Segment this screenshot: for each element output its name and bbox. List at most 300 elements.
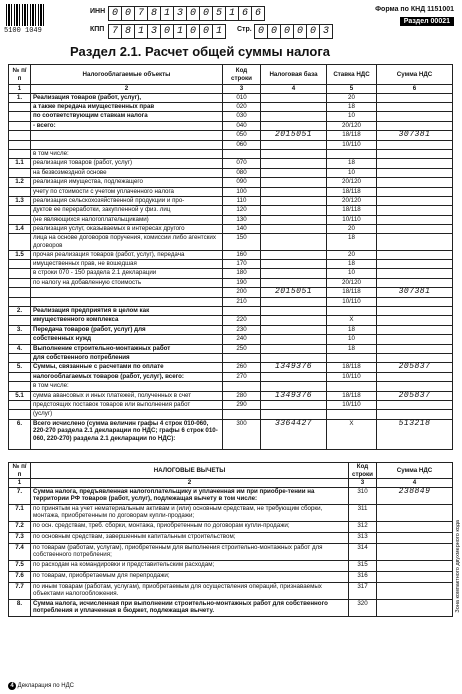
vat-sum-field[interactable]: [377, 560, 453, 571]
row-code: [223, 306, 261, 315]
row-description: дуктов ее переработки, закупленной у физ. лиц: [31, 206, 223, 215]
vat-rate: 18/118: [327, 363, 377, 372]
col-header-number: № п/п: [9, 65, 31, 85]
vat-rate: 18/118: [327, 288, 377, 297]
vat-sum-field[interactable]: [377, 400, 453, 409]
table-row: [9, 344, 453, 353]
row-code: 316: [349, 571, 377, 582]
table-row: [9, 571, 453, 582]
row-number: 5.: [9, 363, 31, 372]
tax-base-field[interactable]: [261, 149, 327, 158]
vat-sum-field[interactable]: 307381: [377, 288, 453, 297]
row-description: по налогу на добавленную стоимость: [31, 278, 223, 287]
table-row: [9, 335, 453, 344]
vat-rate: 20/120: [327, 196, 377, 205]
vat-sum-field[interactable]: [377, 102, 453, 111]
table-row: [9, 316, 453, 325]
row-description: по иным товарам (работам, услугам), приобретаемым для осуществления операций, признаваемых объектами налогообложения.: [31, 582, 349, 599]
table-row: [9, 382, 453, 391]
row-number: 1.3: [9, 196, 31, 205]
vat-sum-field[interactable]: [377, 372, 453, 381]
vat-rate: X: [327, 316, 377, 325]
table-row: [9, 178, 453, 187]
row-number: [9, 297, 31, 306]
tax-base-field[interactable]: [261, 93, 327, 102]
vat-sum-field[interactable]: [377, 532, 453, 543]
vat-sum-field[interactable]: [377, 112, 453, 121]
vat-sum-field[interactable]: 205837: [377, 391, 453, 400]
page-number: 4: [8, 682, 16, 690]
row-description: Всего исчислено (сумма величин графы 4 строк 010-060, 220-270 раздела 2.1 декларации по НДС; графы 6 строк 010-060, 220-270) раздела 2.1 декларации по НДС):: [31, 419, 223, 449]
digit-cell[interactable]: 6: [252, 6, 265, 21]
table-row: [9, 363, 453, 372]
vat-sum-field[interactable]: [377, 599, 453, 616]
row-number: [9, 400, 31, 409]
vat-rate: [327, 149, 377, 158]
digit-cell[interactable]: 1: [161, 6, 174, 21]
row-number: 3.: [9, 325, 31, 334]
row-number: [9, 215, 31, 224]
row-number: [9, 288, 31, 297]
vat-sum-field[interactable]: [377, 206, 453, 215]
row-number: 7.4: [9, 543, 31, 560]
vat-rate: 10: [327, 112, 377, 121]
tax-base-field[interactable]: [261, 372, 327, 381]
tax-base-field[interactable]: [261, 168, 327, 177]
row-number: 7.3: [9, 532, 31, 543]
row-number: [9, 269, 31, 278]
table-row: [9, 215, 453, 224]
table-row: [9, 187, 453, 196]
vat-sum-field[interactable]: 238849: [377, 487, 453, 504]
row-description: в том числе:: [31, 149, 223, 158]
tax-base-field[interactable]: 2015051: [261, 131, 327, 140]
row-code: 310: [349, 487, 377, 504]
row-description: по осн. средствам, треб. сборки, монтажа, приобретенным по договорам купли-продажи;: [31, 521, 349, 532]
tax-base-field[interactable]: [261, 250, 327, 259]
row-code: 170: [223, 260, 261, 269]
row-code: 020: [223, 102, 261, 111]
row-description: по расходам на командировки и представительским расходам;: [31, 560, 349, 571]
digit-cell[interactable]: 7: [135, 6, 148, 21]
vat-sum-field[interactable]: [377, 582, 453, 599]
digit-cell[interactable]: 3: [148, 24, 161, 39]
row-code: 270: [223, 372, 261, 381]
row-code: 230: [223, 325, 261, 334]
row-number: 6.: [9, 419, 31, 449]
digit-cell[interactable]: 1: [135, 24, 148, 39]
row-description: [31, 297, 223, 306]
row-description: предстоящих поставок товаров или выполнения работ: [31, 400, 223, 409]
row-number: 4.: [9, 344, 31, 353]
digit-cell[interactable]: 5: [213, 6, 226, 21]
row-number: [9, 260, 31, 269]
row-code: 060: [223, 140, 261, 149]
vat-sum-field[interactable]: [377, 215, 453, 224]
row-code: 030: [223, 112, 261, 121]
vat-sum-field[interactable]: [377, 196, 453, 205]
vat-sum-field[interactable]: [377, 335, 453, 344]
col-index: 2: [31, 479, 349, 488]
row-code: 300: [223, 419, 261, 449]
form-code: Форма по КНД 1151001: [375, 6, 454, 13]
row-code: 312: [349, 521, 377, 532]
row-code: 311: [349, 504, 377, 521]
col-index: 2: [31, 85, 223, 94]
vat-sum-field[interactable]: [377, 344, 453, 353]
col-index: 6: [377, 85, 453, 94]
tax-base-field[interactable]: [261, 196, 327, 205]
table-row: [9, 102, 453, 111]
row-code: 290: [223, 400, 261, 409]
row-number: 7.5: [9, 560, 31, 571]
row-code: 080: [223, 168, 261, 177]
vat-sum-field[interactable]: 513218: [377, 419, 453, 449]
col-index: 1: [9, 479, 31, 488]
digit-cell[interactable]: 7: [108, 24, 122, 39]
row-description: Передача товаров (работ, услуг) для: [31, 325, 223, 334]
vat-rate: 18/118: [327, 206, 377, 215]
row-number: 1.2: [9, 178, 31, 187]
row-number: 2.: [9, 306, 31, 315]
digit-cell[interactable]: 0: [161, 24, 174, 39]
vat-rate: 10/110: [327, 215, 377, 224]
vat-rate: 20: [327, 93, 377, 102]
col-index: 3: [223, 85, 261, 94]
col-header-sum: Сумма НДС: [377, 463, 453, 479]
table-row: [9, 225, 453, 234]
table-row: [9, 168, 453, 177]
tax-base-field[interactable]: [261, 234, 327, 250]
row-description: Сумма налога, предъявленная налогоплательщику и уплаченная им при приобре-тении на территории РФ товаров (работ, услуг), подлежащая вычету в том числе:: [31, 487, 349, 504]
row-description: в строки 070 - 150 раздела 2.1 декларации: [31, 269, 223, 278]
row-number: [9, 121, 31, 130]
col-header-objects: Налогооблагаемые объекты: [31, 65, 223, 85]
vat-rate: 10: [327, 269, 377, 278]
vat-rate: 18/118: [327, 187, 377, 196]
vat-sum-field[interactable]: [377, 234, 453, 250]
col-header-code: Код строки: [349, 463, 377, 479]
digit-cell[interactable]: 8: [148, 6, 161, 21]
table-row: [9, 419, 453, 449]
tax-base-field[interactable]: 3364427: [261, 419, 327, 449]
row-code: 190: [223, 278, 261, 287]
col-index: 3: [349, 479, 377, 488]
tax-base-field[interactable]: [261, 206, 327, 215]
vat-rate: [327, 382, 377, 391]
row-number: 7.7: [9, 582, 31, 599]
row-description: [31, 140, 223, 149]
row-number: 7.1: [9, 504, 31, 521]
tax-base-field[interactable]: [261, 159, 327, 168]
row-number: [9, 316, 31, 325]
tax-base-field[interactable]: [261, 178, 327, 187]
row-description: в том числе:: [31, 382, 223, 391]
row-number: [9, 353, 31, 362]
kpp-field[interactable]: [108, 24, 226, 37]
vat-sum-field[interactable]: [377, 149, 453, 158]
row-description: реализация сельскохозяйственной продукции и про-: [31, 196, 223, 205]
row-description: собственных нужд: [31, 335, 223, 344]
vat-sum-field[interactable]: [377, 225, 453, 234]
row-description: реализация услуг, оказываемых в интересах другого: [31, 225, 223, 234]
digit-cell[interactable]: 1: [226, 6, 239, 21]
digit-cell[interactable]: 0: [268, 24, 281, 39]
row-code: [223, 149, 261, 158]
form-header: [0, 0, 462, 40]
row-code: 180: [223, 269, 261, 278]
tax-base-field[interactable]: [261, 140, 327, 149]
vat-sum-field[interactable]: [377, 250, 453, 259]
digit-cell[interactable]: 3: [320, 24, 333, 39]
row-code: 070: [223, 159, 261, 168]
table-row: [9, 140, 453, 149]
digit-cell[interactable]: 3: [174, 6, 187, 21]
row-number: 1.4: [9, 225, 31, 234]
tax-base-field[interactable]: [261, 335, 327, 344]
row-description: по соответствующим ставкам налога: [31, 112, 223, 121]
row-code: 140: [223, 225, 261, 234]
digit-cell[interactable]: 0: [200, 6, 213, 21]
tax-base-field[interactable]: 1349376: [261, 391, 327, 400]
row-code: 240: [223, 335, 261, 344]
col-header-sum: Сумма НДС: [377, 65, 453, 85]
row-number: 7.6: [9, 571, 31, 582]
row-description: имущественного комплекса: [31, 316, 223, 325]
footer-text: Декларация по НДС: [17, 683, 74, 689]
tax-base-field[interactable]: [261, 400, 327, 409]
table-row: [9, 121, 453, 130]
barcode-number: 5100 1049: [4, 27, 42, 35]
col-header-rate: Ставка НДС: [327, 65, 377, 85]
row-description: а также передача имущественных прав: [31, 102, 223, 111]
row-description: по принятым на учет нематериальным активам и (или) основным средствам, не требующим сборки, монтажа, приобретенным по договорам купли-продажи;: [31, 504, 349, 521]
vat-sum-field[interactable]: [377, 306, 453, 315]
table-row: [9, 278, 453, 287]
row-description: налогооблагаемых товаров (работ, услуг), всего:: [31, 372, 223, 381]
tax-base-field[interactable]: [261, 112, 327, 121]
row-description: по товарам, приобретаемым для перепродажи;: [31, 571, 349, 582]
row-number: 1.: [9, 93, 31, 102]
digit-cell[interactable]: 0: [294, 24, 307, 39]
row-number: [9, 234, 31, 250]
vat-sum-field[interactable]: [377, 159, 453, 168]
row-code: [223, 353, 261, 362]
digit-cell[interactable]: 0: [200, 24, 213, 39]
vat-sum-field[interactable]: [377, 543, 453, 560]
vat-sum-field[interactable]: [377, 178, 453, 187]
vat-sum-field[interactable]: [377, 269, 453, 278]
row-number: [9, 372, 31, 381]
inn-field[interactable]: [108, 6, 265, 19]
col-index: 1: [9, 85, 31, 94]
row-code: 200: [223, 288, 261, 297]
vat-rate: 18/118: [327, 391, 377, 400]
vat-rate: 20/120: [327, 278, 377, 287]
vat-rate: 10: [327, 168, 377, 177]
row-code: 010: [223, 93, 261, 102]
vat-sum-field[interactable]: [377, 297, 453, 306]
vat-rate: [327, 410, 377, 419]
tax-base-field[interactable]: [261, 260, 327, 269]
tax-deductions-table: [8, 462, 453, 617]
row-description: реализация товаров (работ, услуг): [31, 159, 223, 168]
digit-cell[interactable]: 1: [213, 24, 226, 39]
tax-base-field[interactable]: [261, 325, 327, 334]
vat-sum-field[interactable]: [377, 168, 453, 177]
vat-sum-field[interactable]: [377, 410, 453, 419]
table-row: [9, 599, 453, 616]
row-description: (услуг): [31, 410, 223, 419]
section-code: Раздел 00021: [400, 17, 454, 26]
table-row: [9, 543, 453, 560]
row-number: [9, 278, 31, 287]
table-row: [9, 400, 453, 409]
col-header-code: Код строки: [223, 65, 261, 85]
row-number: [9, 131, 31, 140]
vat-sum-field[interactable]: [377, 504, 453, 521]
digit-cell[interactable]: 0: [187, 24, 200, 39]
row-code: 280: [223, 391, 261, 400]
page-number-field[interactable]: [254, 24, 333, 37]
vat-rate: 20/120: [327, 178, 377, 187]
row-code: [223, 410, 261, 419]
row-code: 314: [349, 543, 377, 560]
vat-sum-field[interactable]: [377, 140, 453, 149]
tax-base-field[interactable]: [261, 269, 327, 278]
vat-rate: 18/118: [327, 131, 377, 140]
digit-cell[interactable]: 8: [122, 24, 135, 39]
row-code: 150: [223, 234, 261, 250]
vat-sum-field[interactable]: [377, 325, 453, 334]
digit-cell[interactable]: 0: [122, 6, 135, 21]
row-code: 250: [223, 344, 261, 353]
kpp-label: КПП: [90, 26, 105, 33]
col-header-number: № п/п: [9, 463, 31, 479]
table-row: [9, 269, 453, 278]
vat-sum-field[interactable]: 205837: [377, 363, 453, 372]
vat-sum-field[interactable]: [377, 571, 453, 582]
row-code: 210: [223, 297, 261, 306]
tax-base-field[interactable]: 1349376: [261, 363, 327, 372]
digit-cell[interactable]: 0: [307, 24, 320, 39]
row-number: [9, 335, 31, 344]
col-index: 5: [327, 85, 377, 94]
row-number: [9, 168, 31, 177]
tax-base-field[interactable]: 2015051: [261, 288, 327, 297]
row-number: [9, 149, 31, 158]
table-row: [9, 372, 453, 381]
tax-base-field[interactable]: [261, 225, 327, 234]
digit-cell[interactable]: 1: [174, 24, 187, 39]
digit-cell[interactable]: 6: [239, 6, 252, 21]
row-description: реализация имущества, подлежащего: [31, 178, 223, 187]
tax-base-field[interactable]: [261, 187, 327, 196]
row-number: [9, 187, 31, 196]
vat-sum-field[interactable]: [377, 260, 453, 269]
vat-sum-field[interactable]: [377, 382, 453, 391]
row-code: 050: [223, 131, 261, 140]
side-note: Зона компактного двухмерного кода: [455, 520, 461, 613]
row-code: 260: [223, 363, 261, 372]
vat-rate: 10/110: [327, 297, 377, 306]
vat-sum-field[interactable]: [377, 521, 453, 532]
tax-base-field[interactable]: [261, 215, 327, 224]
vat-rate: 10/110: [327, 372, 377, 381]
vat-sum-field[interactable]: 307381: [377, 131, 453, 140]
inn-label: ИНН: [90, 8, 106, 15]
table-row: [9, 487, 453, 504]
col-index: 4: [261, 85, 327, 94]
col-index: 4: [377, 479, 453, 488]
row-description: - всего:: [31, 121, 223, 130]
table-row: [9, 288, 453, 297]
row-number: 1.5: [9, 250, 31, 259]
digit-cell[interactable]: 0: [281, 24, 294, 39]
row-description: [31, 288, 223, 297]
tax-base-field[interactable]: [261, 102, 327, 111]
vat-rate: 20: [327, 250, 377, 259]
table-row: [9, 410, 453, 419]
row-code: [223, 382, 261, 391]
vat-rate: X: [327, 419, 377, 449]
tax-base-field[interactable]: [261, 344, 327, 353]
row-code: 110: [223, 196, 261, 205]
vat-rate: [327, 306, 377, 315]
tax-base-field[interactable]: [261, 382, 327, 391]
digit-cell[interactable]: 0: [187, 6, 200, 21]
row-number: 7.: [9, 487, 31, 504]
row-code: 313: [349, 532, 377, 543]
vat-rate: 18: [327, 159, 377, 168]
row-description: учету по стоимости с учетом уплаченного налога: [31, 187, 223, 196]
table-row: [9, 234, 453, 250]
vat-rate: 18: [327, 260, 377, 269]
digit-cell[interactable]: 0: [108, 6, 122, 21]
table-row: [9, 260, 453, 269]
row-description: [31, 131, 223, 140]
page-footer: [8, 682, 74, 690]
vat-sum-field[interactable]: [377, 93, 453, 102]
row-description: по основным средствам, завершенным капитальным строительством;: [31, 532, 349, 543]
row-number: 5.1: [9, 391, 31, 400]
tax-calculation-table: [8, 64, 453, 450]
table-row: [9, 93, 453, 102]
table-row: [9, 206, 453, 215]
row-number: 8.: [9, 599, 31, 616]
row-code: 220: [223, 316, 261, 325]
tax-base-field[interactable]: [261, 316, 327, 325]
barcode-icon: [6, 4, 44, 26]
vat-rate: 18: [327, 234, 377, 250]
vat-sum-field[interactable]: [377, 316, 453, 325]
digit-cell[interactable]: 0: [254, 24, 268, 39]
vat-rate: [327, 353, 377, 362]
row-number: [9, 140, 31, 149]
row-number: [9, 382, 31, 391]
vat-sum-field[interactable]: [377, 187, 453, 196]
row-code: 315: [349, 560, 377, 571]
row-description: по товарам (работам, услугам), приобретенным для выполнения строительно-монтажных работ для собственного потребления;: [31, 543, 349, 560]
row-description: Сумма налога, исчисленная при выполнении строительно-монтажных работ для собственного потребления и уплаченная в бюджет, подлежащая вычету.: [31, 599, 349, 616]
col-header-deductions: НАЛОГОВЫЕ ВЫЧЕТЫ: [31, 463, 349, 479]
vat-rate: 18: [327, 102, 377, 111]
tax-base-field[interactable]: [261, 306, 327, 315]
table-row: [9, 297, 453, 306]
tax-base-field[interactable]: [261, 297, 327, 306]
tax-base-field[interactable]: [261, 410, 327, 419]
table-row: [9, 532, 453, 543]
